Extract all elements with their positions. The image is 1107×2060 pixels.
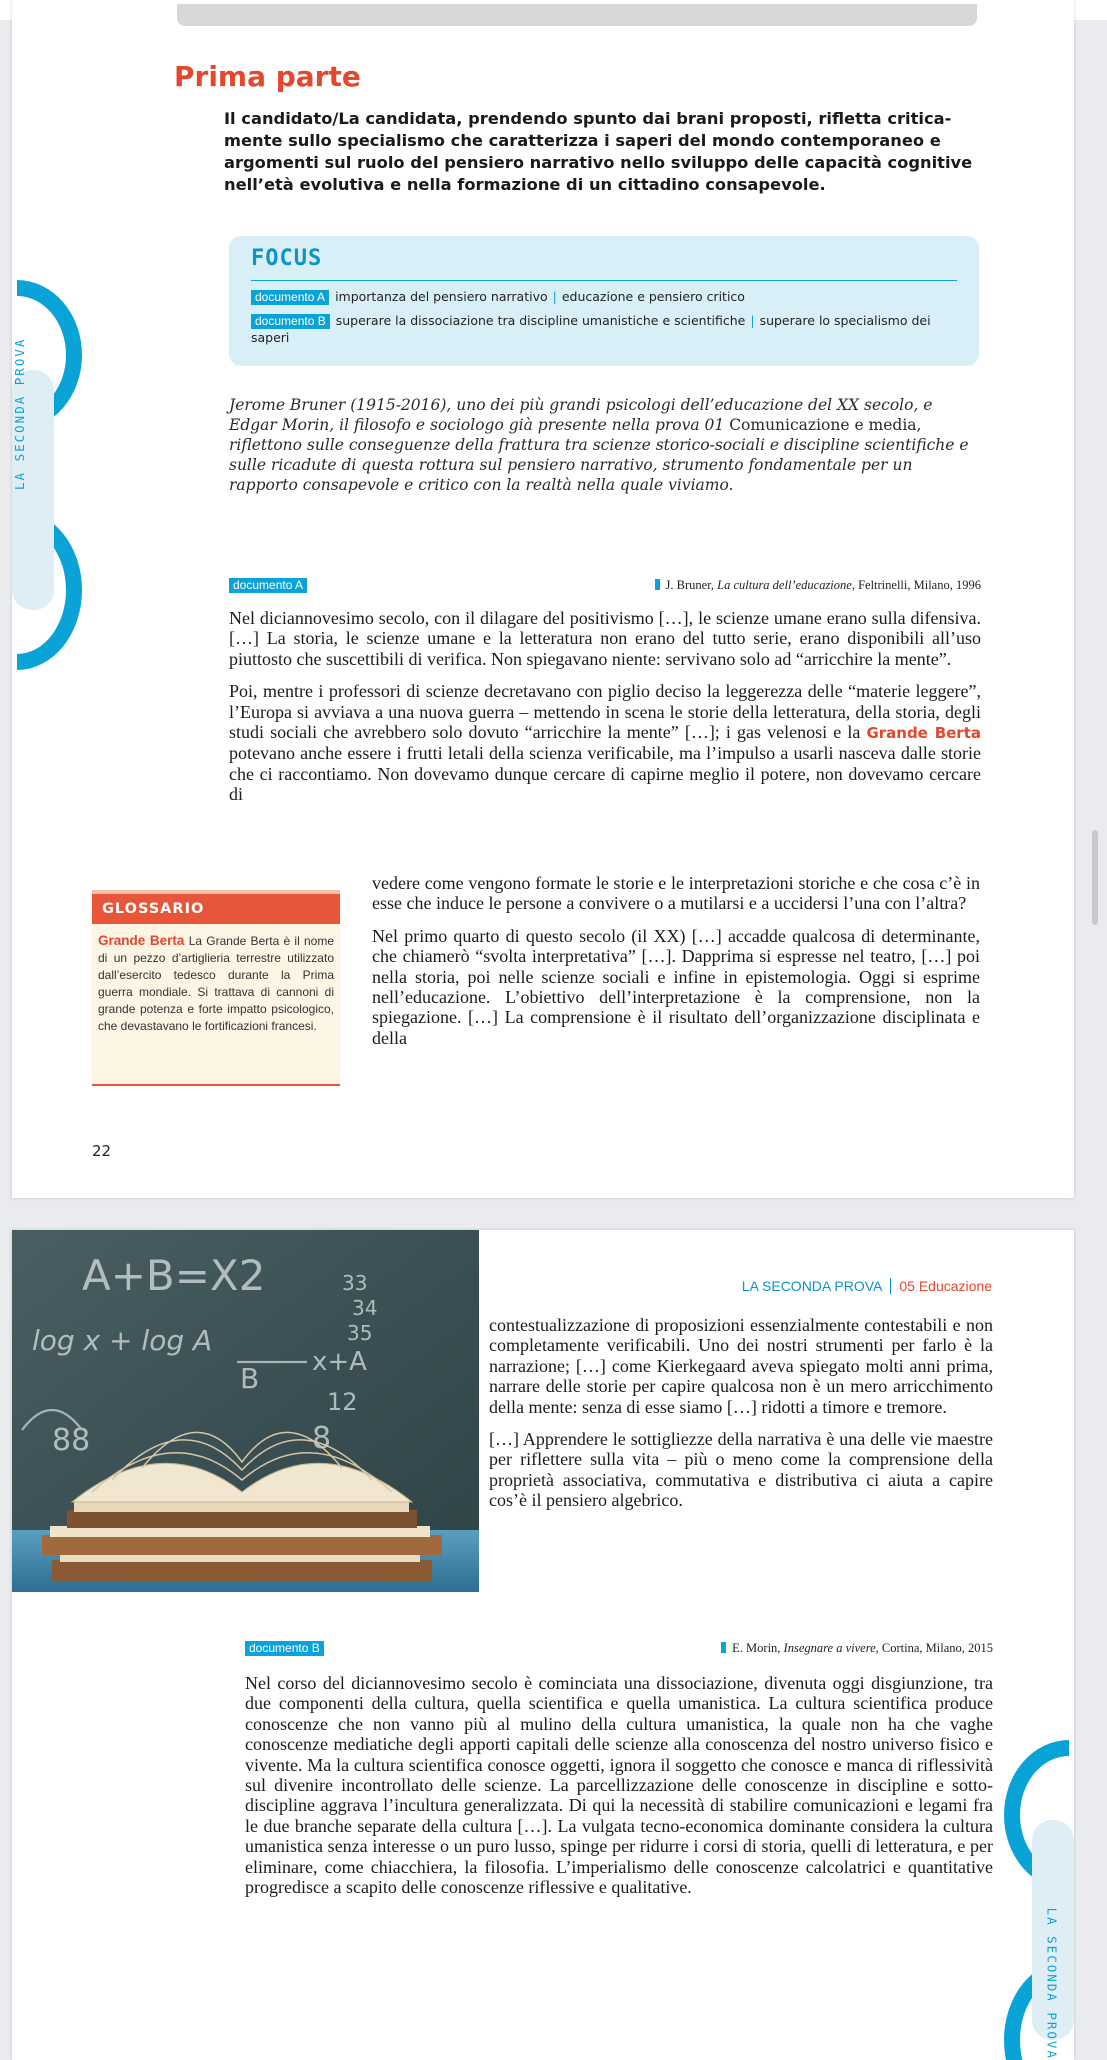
chalk-equation: log x + log A <box>32 1324 213 1357</box>
source-publisher: Cortina, Milano, 2015 <box>881 1641 993 1655</box>
highlighted-term: Grande Berta <box>866 724 981 743</box>
glossary-term: Grande Berta <box>98 933 185 948</box>
focus-box <box>229 236 979 366</box>
source-author: E. Morin, <box>732 1641 781 1655</box>
document-b-header <box>245 1641 993 1659</box>
paragraph: Nel diciannovesimo secolo, con il dilagare del positivismo […], le scienze umane erano sulla difensiva. […] La storia, le scienze umane e la letteratura non erano del tutto serie, erano disponibili all’uso piuttosto che suscettibili di verifica. Non spiegavano niente: servivano solo ad “arricchire la mente”. <box>229 608 981 669</box>
document-a-text-continued <box>489 1315 993 1523</box>
paragraph <box>229 681 981 804</box>
exam-prompt: Il candidato/La candidata, prendendo spunto dai brani proposti, rifletta critica-mente sullo specialismo che caratterizza i saperi del mondo contemporaneo e argomenti sul ruolo del pensiero narrativo nello sviluppo delle capacità cognitive nell’età evolutiva e nella formazione di un cittadino consapevole. <box>224 109 973 194</box>
intro-paragraph <box>229 395 981 495</box>
source-author: J. Bruner, <box>665 578 714 592</box>
glossary-title: GLOSSARIO <box>92 894 340 924</box>
chalk-equation: A+B=X2 <box>82 1251 266 1300</box>
side-tab-left <box>12 280 44 680</box>
separator: | <box>552 289 557 304</box>
focus-row <box>251 312 957 346</box>
text-run: potevano anche essere i frutti letali della scienza verificabile, ma l’impulso a usarli nasceva dalle storie che ci raccontiamo. Non dovevamo dunque cercare di capirne meglio il potere, non dovevamo cercare di <box>229 743 981 805</box>
running-head-section: 05 Educazione <box>899 1278 992 1294</box>
scrollbar-thumb[interactable] <box>1092 830 1098 925</box>
chalk-number: 88 <box>52 1423 91 1458</box>
running-head-divider <box>890 1278 891 1294</box>
source-title: Insegnare a vivere, <box>783 1641 879 1655</box>
document-b-text <box>245 1673 993 1909</box>
photo-illustration <box>12 1230 479 1592</box>
focus-item: educazione e pensiero critico <box>561 289 745 304</box>
document-source <box>655 578 981 593</box>
focus-divider <box>251 280 957 281</box>
paragraph: vedere come vengono formate le storie e le interpretazioni storiche e che cosa c’è in esse che induce le persone a convivere o a mutilarsi e a uccidersi l’una con l’altra? <box>372 873 980 914</box>
intro-reference: Comunicazione e media, <box>729 416 922 434</box>
focus-item: importanza del pensiero narrativo <box>335 289 548 304</box>
chalk-number: 8 <box>312 1421 332 1456</box>
running-head-title: LA SECONDA PROVA <box>741 1278 883 1294</box>
chalkboard-books-photo <box>12 1230 479 1592</box>
running-head <box>742 1278 992 1294</box>
chalk-equation: x+A <box>312 1347 367 1377</box>
paragraph: Nel corso del diciannovesimo secolo è cominciata una dissociazione, divenuta oggi disgiunzione, tra due componenti della cultura, quella scientifica e quella umanistica. La cultura scientifica produce conoscenze che non vanno più al mulino della cultura umanistica, la quale non ha che vaghe conoscenze mediatiche degli apporti capitali delle scienze alla conoscenza del nostro universo fisico e vivente. Ma la cultura scientifica conosce oggetti, ignora il soggetto che conosce e manca di riflessività sul divenire incontrollato delle scienze. La parcellizzazione delle conoscenze in discipline e sotto-discipline aggrava l’incultura generalizzata. Di qui la necessità di stabilire comunicazioni e legami fra le due branche separate della cultura […]. La vulgata tecno-economica dominante considera la cultura umanistica senza interesse o un puro lusso, spinge per ridurre i corsi di storia, quelli di letteratura, e per eliminare, come chiacchiera, la filosofia. L’imperialismo delle conoscenze calcolatrici e quantitative progredisce a scapito delle conoscenze riflessive e qualitative. <box>245 1673 993 1898</box>
side-tab-right <box>1042 1740 1074 2060</box>
document-source <box>721 1641 993 1656</box>
focus-title: FOCUS <box>251 246 323 271</box>
paragraph: […] Apprendere le sottigliezze della narrativa è una delle vie maestre per riflettere sulla vita – più o meno come la comprensione della proprietà associativa, commutativa e distributiva ci aiuta a capire cos’è il pensiero algebrico. <box>489 1429 993 1511</box>
document-a-text <box>229 608 981 817</box>
side-tab-label: LA SECONDA PROVA <box>12 337 27 490</box>
side-tab-label: LA SECONDA PROVA <box>1044 1907 1059 2060</box>
focus-row <box>251 288 957 305</box>
document-tag: documento A <box>229 578 307 593</box>
document-tag: documento B <box>251 314 330 329</box>
source-title: La cultura dell’educazione, <box>717 578 855 592</box>
chalk-number: 33 <box>342 1271 368 1295</box>
intro-text: riflettono sulle conseguenze della frattura tra scienze storico-sociali e discipline scientifiche e sulle ricadute di questa rottura sul pensiero narrativo, strumento fondamentale per un rapporto consapevole e critico con la realtà nella quale viviamo. <box>229 436 969 494</box>
glossary-definition: La Grande Berta è il nome di un pezzo d’artiglieria terrestre utilizzato dall’esercito tedesco durante la Prima guerra mondiale. Si trattava di cannoni di grande potenza e forte impatto psicologico, che devastavano le fortificazioni francesi. <box>98 934 334 1033</box>
focus-item: superare la dissociazione tra discipline umanistiche e scientifiche <box>335 313 746 328</box>
previous-page-edge <box>177 4 977 26</box>
separator: | <box>750 313 755 328</box>
page-number: 22 <box>92 1142 112 1160</box>
chalk-equation: 12 <box>327 1388 358 1416</box>
glossary-box <box>92 894 340 1086</box>
part-title: Prima parte <box>174 60 361 93</box>
focus-item: superare lo specialismo dei saperi <box>251 313 931 345</box>
source-publisher: Feltrinelli, Milano, 1996 <box>858 578 981 592</box>
chalk-number: 34 <box>352 1296 378 1320</box>
document-tag: documento B <box>245 1641 324 1656</box>
intro-text: Jerome Bruner (1915-2016), uno dei più grandi psicologi dell’educazione del XX secolo, e Edgar Morin, il filosofo e sociologo già presente nella prova 01 <box>229 396 933 434</box>
page-22 <box>12 0 1074 1198</box>
chalk-equation: B <box>240 1362 260 1395</box>
glossary-entry <box>92 924 340 1086</box>
chalk-number: 35 <box>347 1321 373 1345</box>
paragraph: contestualizzazione di proposizioni essenzialmente contestabili e non completamente verificabili. Uno dei nostri strumenti per farlo è la narrazione; […] come Kierkegaard aveva spiegato molti anni prima, narrare delle storie per capire qualcosa non è un mero arricchimento della mente: senza di esse siamo […] ridotti a timore e tremore. <box>489 1315 993 1417</box>
document-a-header <box>229 578 981 596</box>
text-run: Poi, mentre i professori di scienze decretavano con piglio deciso la leggerezza delle “materie leggere”, l’Europa si avviava a una nuova guerra – mettendo in scena le storie della letteratura, della storia, degli studi sociali che avrebbero solo dovuto “arricchire la mente” […]; i gas velenosi e la <box>229 681 981 743</box>
document-a-text-continued <box>372 873 980 1060</box>
paragraph: Nel primo quarto di questo secolo (il XX) […] accadde qualcosa di determinante, che chiamerò “svolta interpretativa” […]. Dapprima si espresse nel teatro, […] poi nella storia, poi nelle scienze sociali e infine in epistemologia. Oggi si esprime nell’educazione. L’obiettivo dell’interpretazione è la comprensione, non la spiegazione. […] La comprensione è il risultato dell’organizzazione disciplinata e della <box>372 925 980 1048</box>
document-tag: documento A <box>251 290 329 305</box>
